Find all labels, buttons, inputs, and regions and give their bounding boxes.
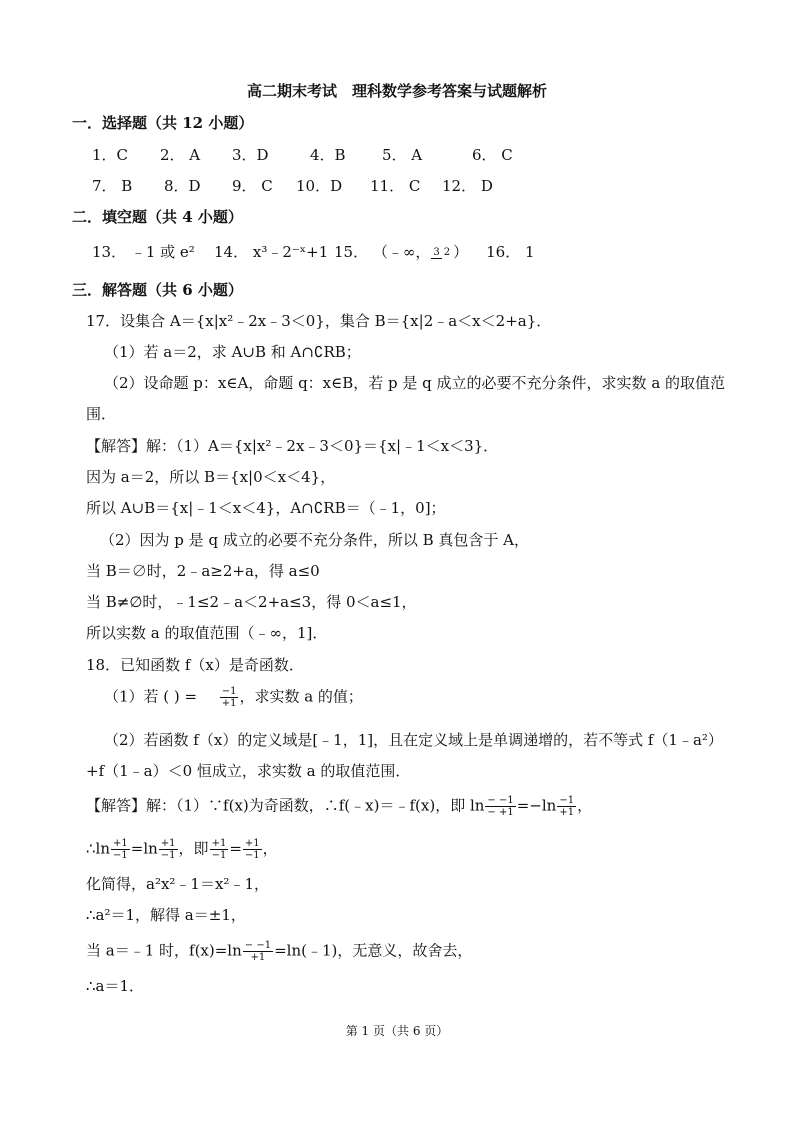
answers-row-1: [92, 145, 513, 165]
solution-18-line-4: ∴a²＝1，解得 a＝±1，: [86, 906, 246, 924]
answer-14: 14． x³﹣2⁻ˣ+1: [214, 243, 329, 261]
fraction-denominator: +1: [559, 807, 575, 818]
answer-5: 5． A: [382, 146, 423, 164]
solution-18-line-2-text: ∴ln: [86, 839, 111, 858]
section-heading-solutions: 三．解答题（共 6 小题）: [72, 281, 243, 299]
solution-17-line-6: 当 B≠∅时，﹣1≤2﹣a＜2+a≤3，得 0＜a≤1，: [86, 593, 417, 611]
answer-11: 11． C: [370, 177, 421, 195]
answer-1: 1．C: [92, 146, 129, 164]
solution-17-line-2: 因为 a＝2，所以 B＝{x|0＜x＜4}，: [86, 468, 336, 486]
fraction-f8: [243, 940, 273, 963]
solution-18-line-5-text: 当 a＝﹣1 时，f(x)=ln: [86, 941, 242, 960]
fraction-denominator: −1: [113, 850, 128, 861]
fraction-numerator: +1: [113, 838, 128, 849]
fraction-numerator: −1: [221, 686, 237, 697]
answer-13: 13． ﹣1 或 e²: [92, 243, 195, 261]
problem-17-part-2-cont: 围．: [86, 405, 117, 423]
fraction-numerator: − −1: [244, 940, 272, 951]
answer-9: 9． C: [232, 177, 273, 195]
fraction-denominator: +1: [250, 952, 266, 963]
page-footer: 第 1 页（共 6 页）: [345, 1024, 449, 1038]
fraction-f7: [243, 838, 262, 861]
answers-row-2: [92, 176, 493, 196]
problem-18-part-1-tail: ，求实数 a 的值；: [239, 687, 363, 706]
solution-18-line-3: 化简得，a²x²﹣1＝x²﹣1，: [86, 875, 269, 893]
solution-18-line-2: [86, 838, 278, 861]
problem-18-part-2-cont: +f（1﹣a）＜0 恒成立，求实数 a 的取值范围．: [86, 762, 411, 780]
problem-18-part-1: [104, 686, 363, 709]
problem-18-part-1-text: （1）若 ( ) =: [104, 687, 198, 706]
fill-answers-row: [92, 242, 535, 262]
fraction-f2: [485, 795, 515, 818]
solution-18-line-1: [86, 795, 592, 818]
fraction-f5: [159, 838, 178, 861]
fraction-numerator: +1: [160, 838, 176, 849]
answer-12: 12． D: [442, 177, 493, 195]
answer-8: 8．D: [164, 177, 201, 195]
section-heading-fill: 二．填空题（共 4 小题）: [72, 208, 243, 226]
fraction-numerator: − −1: [487, 795, 514, 806]
solution-18-line-1-mid: =−ln: [516, 796, 557, 815]
answer-4: 4．B: [310, 146, 346, 164]
problem-17-part-2: （2）设命题 p：x∈A，命题 q：x∈B，若 p 是 q 成立的必要不充分条件，求实数 a 的取值范: [104, 374, 726, 392]
solution-17-line-1: 【解答】解：（1）A＝{x|x²﹣2x﹣3＜0}＝{x|﹣1＜x＜3}．: [86, 437, 499, 455]
solution-18-line-2-tail: ，: [262, 839, 278, 858]
fraction-numerator: 3: [433, 247, 440, 258]
answer-16: 16． 1: [486, 243, 535, 261]
fraction-denominator: 2: [443, 247, 451, 258]
solution-18-line-5: [86, 940, 472, 963]
solution-18-line-1-tail: ，: [577, 796, 593, 815]
fraction-numerator: +1: [244, 838, 260, 849]
answer-2: 2． A: [160, 146, 201, 164]
solution-18-line-2-mid: ，即: [178, 839, 209, 858]
answer-15-fraction: [431, 247, 452, 259]
answer-6: 6． C: [472, 146, 513, 164]
fraction-denominator: −1: [244, 850, 260, 861]
page-title: 高二期末考试 理科数学参考答案与试题解析: [246, 82, 547, 100]
answer-10: 10．D: [296, 177, 343, 195]
solution-18-line-5-tail: =ln(﹣1)，无意义，故舍去，: [274, 941, 473, 960]
solution-18-line-2-eq: =ln: [130, 839, 158, 858]
problem-18-statement: 18．已知函数 f（x）是奇函数．: [86, 656, 304, 674]
answer-15: [334, 242, 468, 262]
fraction-f6: [210, 838, 229, 861]
problem-17-statement: 17．设集合 A＝{x|x²﹣2x﹣3＜0}，集合 B＝{x|2﹣a＜x＜2+a}．: [86, 312, 552, 330]
section-heading-choice: 一．选择题（共 12 小题）: [72, 114, 254, 132]
solution-17-line-7: 所以实数 a 的取值范围（﹣∞，1]．: [86, 624, 328, 642]
solution-17-line-5: 当 B＝∅时，2﹣a≥2+a，得 a≤0: [86, 562, 320, 580]
answer-15-prefix: 15． （﹣∞，: [334, 243, 431, 261]
fraction-denominator: +1: [221, 698, 237, 709]
fraction-denominator: −1: [160, 850, 176, 861]
answer-15-suffix: ）: [453, 243, 469, 261]
fraction-f1: [220, 686, 239, 709]
solution-18-line-6: ∴a＝1．: [86, 977, 145, 995]
fraction-denominator: − +1: [487, 807, 514, 818]
fraction-f4: [111, 838, 130, 861]
solution-18-line-2-eq2: =: [229, 839, 242, 858]
fraction-f3: [557, 795, 576, 818]
solution-17-line-4: （2）因为 p 是 q 成立的必要不充分条件，所以 B 真包含于 A，: [100, 531, 529, 549]
problem-17-part-1: （1）若 a＝2，求 A∪B 和 A∩∁RB；: [104, 343, 361, 361]
answer-3: 3．D: [232, 146, 269, 164]
problem-18-part-2: （2）若函数 f（x）的定义域是[﹣1，1]，且在定义域上是单调递增的，若不等式 f（1﹣a²）: [104, 731, 723, 749]
fraction-numerator: −1: [559, 795, 575, 806]
fraction-denominator: −1: [211, 850, 227, 861]
solution-17-line-3: 所以 A∪B＝{x|﹣1＜x＜4}，A∩∁RB＝（﹣1，0]；: [86, 499, 446, 517]
answer-7: 7． B: [92, 177, 133, 195]
fraction-numerator: +1: [211, 838, 227, 849]
solution-18-line-1-text: 【解答】解：（1）∵f(x)为奇函数，∴f(﹣x)＝﹣f(x)，即 ln: [86, 796, 485, 815]
